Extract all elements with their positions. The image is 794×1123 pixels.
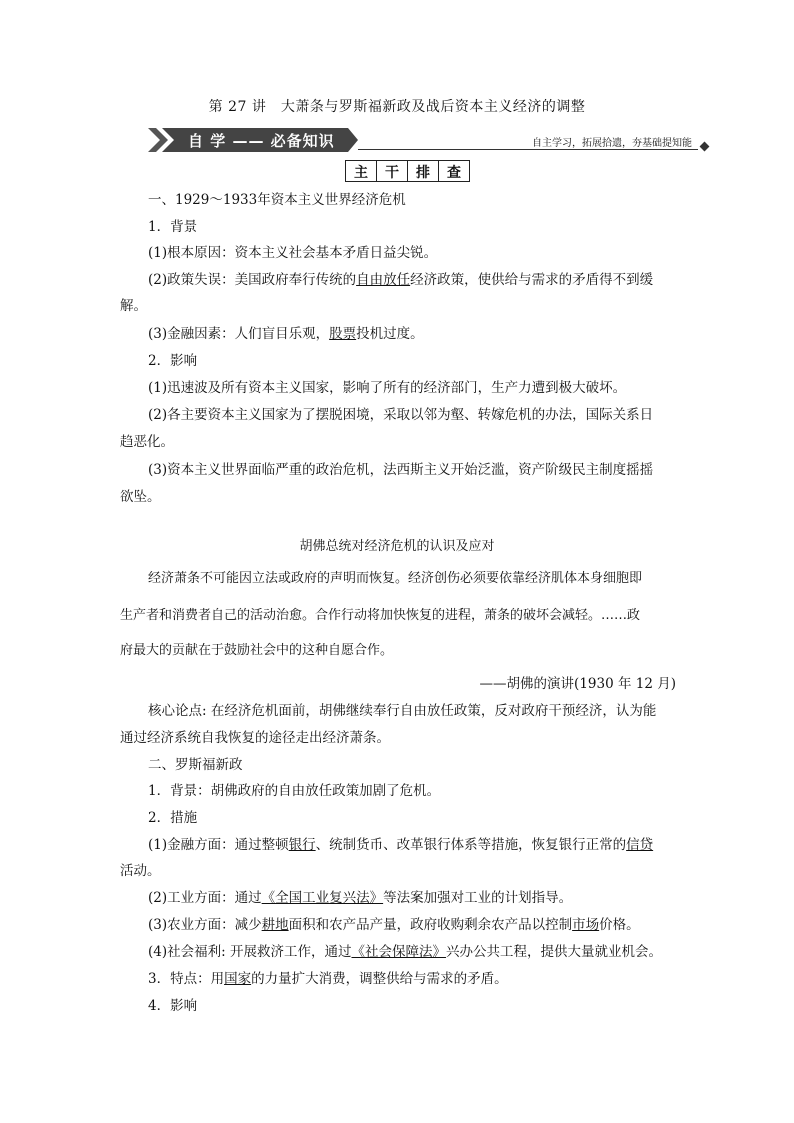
paragraph-line: (4)社会福利: 开展救济工作，通过《社会保障法》兴办公共工程，提供大量就业机会。 bbox=[148, 944, 662, 960]
paragraph-line: 解。 bbox=[120, 298, 147, 314]
zhu-gan-pai-cha-header bbox=[345, 160, 469, 182]
paragraph-line: (2)各主要资本主义国家为了摆脱困境，采取以邻为壑、转嫁危机的办法，国际关系日 bbox=[148, 407, 654, 423]
paragraph-line: 趋恶化。 bbox=[120, 434, 174, 450]
section-heading: 二、罗斯福新政 bbox=[148, 757, 243, 773]
subheading: 2．影响 bbox=[148, 353, 198, 369]
subheading: 1．背景 bbox=[148, 219, 198, 235]
diamond-icon bbox=[700, 142, 710, 152]
paragraph-line: (1)金融方面：通过整顿银行、统制货币、改革银行体系等措施，恢复银行正常的信贷 bbox=[148, 837, 654, 853]
paragraph-line: (1)根本原因：资本主义社会基本矛盾日益尖锐。 bbox=[148, 245, 438, 261]
banner-left-label: 自 学 —— 必备知识 bbox=[188, 132, 335, 150]
page-title: 第 27 讲 大萧条与罗斯福新政及战后资本主义经济的调整 bbox=[208, 99, 586, 115]
zhu-gan-char: 查 bbox=[438, 160, 470, 182]
banner-divider bbox=[358, 149, 698, 150]
paragraph-line: 欲坠。 bbox=[120, 489, 161, 505]
paragraph-line: (3)资本主义世界面临严重的政治危机，法西斯主义开始泛滥，资产阶级民主制度摇摇 bbox=[148, 462, 654, 478]
subheading: 2．措施 bbox=[148, 810, 198, 826]
paragraph-line: (3)农业方面：减少耕地面积和农产品产量，政府收购剩余农产品以控制市场价格。 bbox=[148, 917, 640, 933]
quote-source: ——胡佛的演讲(1930 年 12 月) bbox=[479, 676, 676, 692]
core-argument: 通过经济系统自我恢复的途径走出经济萧条。 bbox=[120, 730, 390, 746]
core-argument: 核心论点: 在经济危机面前，胡佛继续奉行自由放任政策，反对政府干预经济，认为能 bbox=[148, 703, 657, 719]
paragraph-line: 3．特点：用国家的力量扩大消费，调整供给与需求的矛盾。 bbox=[148, 971, 508, 987]
zhu-gan-char: 主 bbox=[345, 160, 377, 182]
paragraph-line: (2)工业方面：通过《全国工业复兴法》等法案加强对工业的计划指导。 bbox=[148, 890, 573, 906]
paragraph-line: 活动。 bbox=[120, 863, 161, 879]
quote-line: 生产者和消费者自己的活动治愈。合作行动将加快恢复的进程，萧条的破坏会减轻。……政 bbox=[120, 608, 641, 623]
quote-line: 经济萧条不可能因立法或政府的声明而恢复。经济创伤必须要依靠经济肌体本身细胞即 bbox=[148, 571, 643, 586]
paragraph-line: (1)迅速波及所有资本主义国家，影响了所有的经济部门，生产力遭到极大破坏。 bbox=[148, 380, 627, 396]
paragraph-line: (3)金融因素：人们盲目乐观，股票投机过度。 bbox=[148, 326, 424, 342]
section-banner bbox=[148, 128, 708, 156]
section-heading: 一、1929～1933年资本主义世界经济危机 bbox=[148, 192, 406, 208]
zhu-gan-char: 干 bbox=[376, 160, 408, 182]
subheading: 4．影响 bbox=[148, 998, 198, 1014]
quote-line: 府最大的贡献在于鼓励社会中的这种自愿合作。 bbox=[120, 643, 394, 658]
quote-title: 胡佛总统对经济危机的认识及应对 bbox=[299, 539, 495, 554]
paragraph-line: 1．背景：胡佛政府的自由放任政策加剧了危机。 bbox=[148, 783, 441, 799]
paragraph-line: (2)政策失误：美国政府奉行传统的自由放任经济政策，使供给与需求的矛盾得不到缓 bbox=[148, 272, 654, 288]
zhu-gan-char: 排 bbox=[407, 160, 439, 182]
banner-right-label: 自主学习，拓展拾遗，夯基础提知能 bbox=[532, 138, 692, 149]
